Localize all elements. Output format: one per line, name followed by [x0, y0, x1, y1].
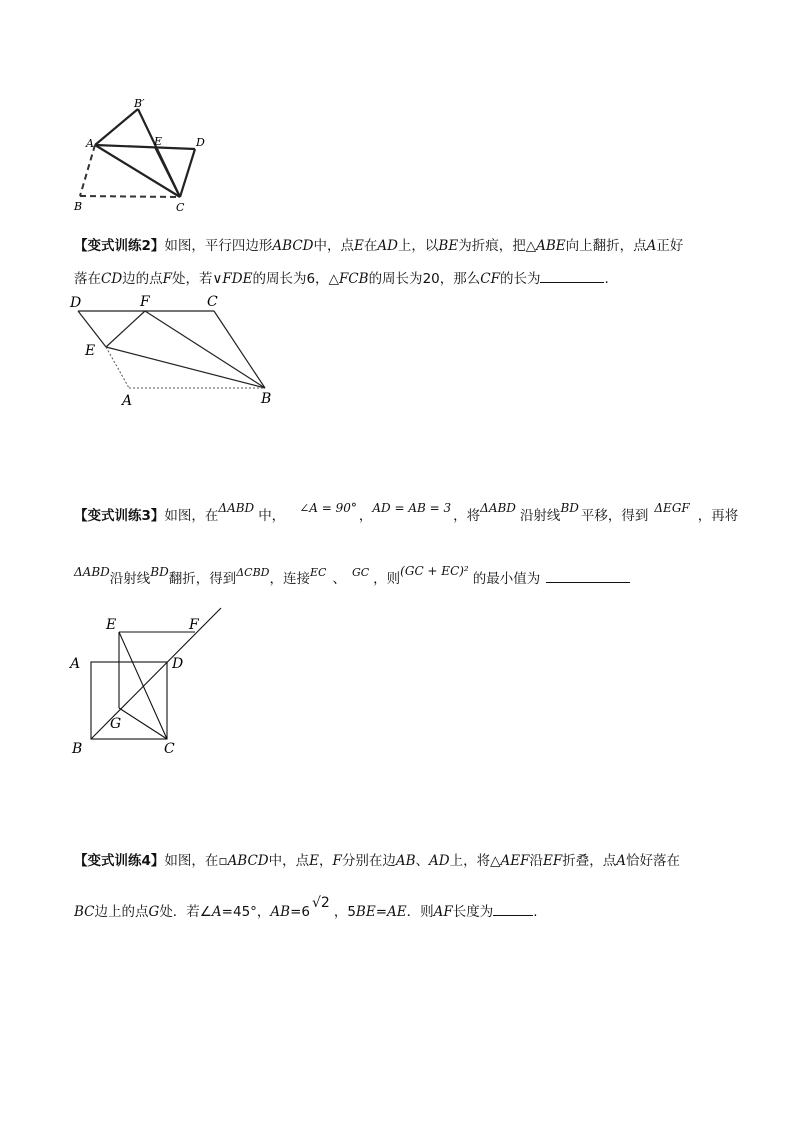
- ex3-line1: 【变式训练3】如图，在ΔABD 中， ∠A = 90° ，AD = AB = 3 ，将ΔABD 沿射线BD 平移，得到 ΔEGF ，再将: [74, 501, 739, 524]
- label-e: E: [85, 343, 96, 359]
- label-b-prime: B′: [134, 97, 145, 110]
- ex2-line1: 【变式训练2】如图，平行四边形ABCD中，点E在AD上，以BE为折痕，把△ABE向上翻折，点A正好: [74, 238, 684, 254]
- label-c: C: [207, 294, 218, 310]
- ex2-answer-blank[interactable]: [540, 268, 604, 283]
- label-d: D: [172, 656, 184, 672]
- label-a: A: [122, 393, 133, 409]
- figure-folded-triangle: [70, 95, 220, 215]
- label-b: B: [74, 200, 83, 213]
- figure-square-translation: [66, 605, 236, 760]
- ex2-line2: 落在CD边的点F处，若∨FDE的周长为6，△FCB的周长为20，那么CF的长为 .: [74, 268, 609, 289]
- label-d: D: [196, 136, 205, 149]
- label-a: A: [86, 137, 94, 150]
- ex2-tag: 【变式训练2】: [74, 238, 165, 254]
- ex3-tag: 【变式训练3】: [74, 508, 165, 524]
- label-c: C: [176, 201, 185, 214]
- ex4-line1: 【变式训练4】如图，在▫ABCD中，点E，F分别在边AB、AD上，将△AEF沿EF折叠，点A恰好落在: [74, 853, 680, 869]
- label-f: F: [189, 617, 199, 633]
- label-d: D: [70, 295, 82, 311]
- label-b: B: [72, 741, 83, 757]
- label-e: E: [106, 617, 117, 633]
- ex4-tag: 【变式训练4】: [74, 853, 165, 869]
- ex3-answer-blank[interactable]: [546, 568, 630, 583]
- ex3-line2: ΔABD沿射线BD翻折，得到$^{\Delta CBD}$，连接$^{EC}$ 、 $^{GC}$ ，则(GC + EC)² 的最小值为: [74, 568, 630, 590]
- label-c: C: [164, 741, 175, 757]
- ex4-answer-blank[interactable]: [493, 901, 533, 916]
- label-e: E: [154, 135, 163, 148]
- label-f: F: [140, 294, 150, 310]
- label-b: B: [261, 391, 272, 407]
- label-a: A: [70, 656, 81, 672]
- label-g: G: [110, 716, 122, 732]
- ex4-line2: BC边上的点G处．若∠A=45°，AB=6√2，5BE=AE．则AF长度为 .: [74, 895, 538, 920]
- figure-parallelogram-fold: [66, 290, 296, 410]
